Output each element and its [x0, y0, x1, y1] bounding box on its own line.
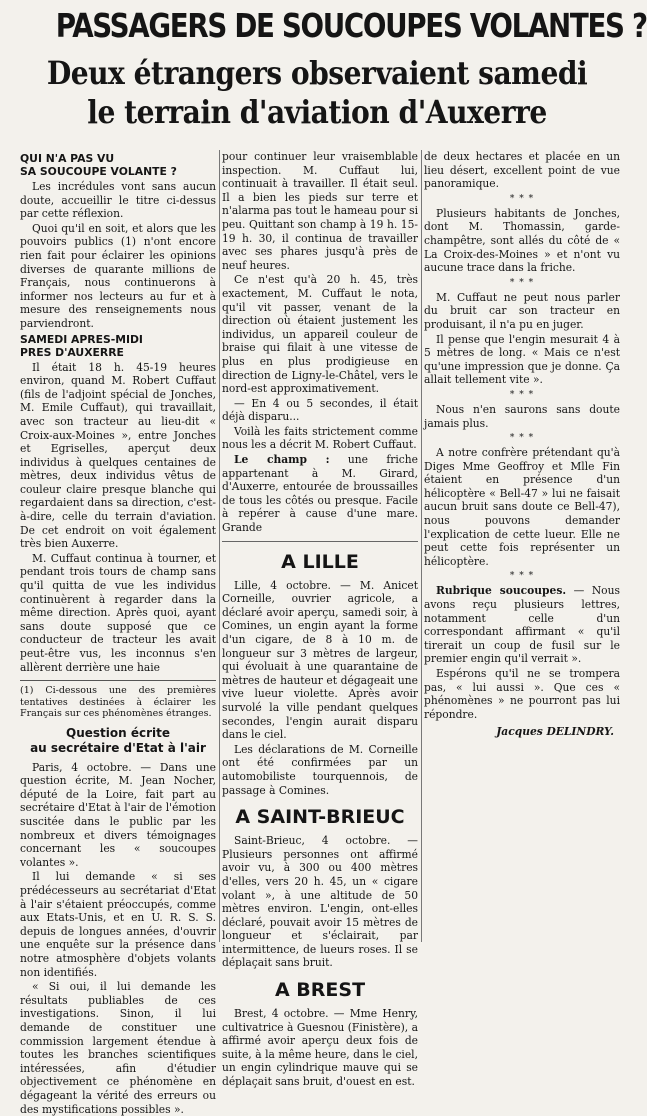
section-heading [20, 152, 216, 178]
paragraph: Il pense que l'engin mesurait 4 à 5 mètres de long. « Mais ce n'est qu'une impression que je donne. Ça allait tellement vite ». [424, 332, 620, 387]
paragraph: Les déclarations de M. Corneille ont été confirmées par un automobiliste tourquennois, de passage à Comines. [222, 742, 418, 797]
paragraph: Saint-Brieuc, 4 octobre. — Plusieurs personnes ont affirmé avoir vu, à 300 ou 400 mètres d'elles, vers 20 h. 45, un « cigare volant », à une altitude de 50 mètres environ. L'engin, ont-elles déclaré, pouvait avoir 15 mètres de longueur et s'éclairait, par intermittence, de lueurs roses. Il se déplaçait sans bruit. [222, 834, 418, 970]
paragraph [424, 584, 620, 666]
paragraph: M. Cuffaut continua à tourner, et pendant trois tours de champ sans qu'il quitta de vue les individus continuèrent à regarder dans la même direction. Après quoi, ayant sans doute supposé que ce conducteur de tracteur les avait peut-être vus, les inconnus s'en allèrent derrière une haie [20, 551, 216, 674]
paragraph: A notre confrère prétendant qu'à Diges Mme Geoffroy et Mlle Fin étaient en présence d'un hélicoptère « Bell-47 » lui ne faisait aucun bruit sans doute ce Bell-47), nous pouvons demander l'explication de cette lueur. Elle ne peut cette fois représenter un hélicoptère. [424, 446, 620, 568]
column-divider [421, 150, 422, 942]
paragraph: « Si oui, il lui demande les résultats publiables de ces investigations. Sinon, il lui demande de constituer une commission largement étendue à toutes les branches scientifiques intéressées, afin d'étudier objectivement ce phénomène en dégageant la vérité des erreurs ou des mystifications possibles ». [20, 980, 216, 1116]
headline: PASSAGERS DE SOUCOUPES VOLANTES ? [55, 6, 647, 45]
city-heading-brest: A BREST [274, 979, 366, 1002]
paragraph: Il était 18 h. 45-19 heures environ, quand M. Robert Cuffaut (fils de l'adjoint spécial de Jonches, M. Emile Cuffaut), qui travaillait, avec son tracteur au lieu-dit « Croix-aux-Moines », entre Jonches et Egriselles, aperçut deux individus à quelques centaines de mètres, deux individus vêtus de couleur claire presque blanche qui regardaient dans sa direction, c'est-à-dire, celle du terrain d'aviation. De cet endroit on voit également très bien Auxerre. [20, 360, 216, 551]
section-heading-line: SA SOUCOUPE VOLANTE ? [20, 165, 177, 178]
paragraph: Quoi qu'il en soit, et alors que les pouvoirs publics (1) n'ont encore rien fait pour éclairer les opinions diverses de quarante millions de Français, nous continuerons à informer nos lecteurs au fur et à mesure des renseignements nous parviendront. [20, 221, 216, 330]
column-1 [20, 150, 216, 1116]
section-heading-line: SAMEDI APRES-MIDI [20, 332, 143, 346]
paragraph-lead: Rubrique soucoupes. [436, 584, 567, 598]
paragraph-lead: Le champ : [234, 453, 330, 467]
paragraph: Paris, 4 octobre. — Dans une question écrite, M. Jean Nocher, député de la Loire, fait part au secrétaire d'Etat à l'air de l'émotion suscitée dans le public par les nombreux et divers témoignages concernant les « soucoupes volantes ». [20, 760, 216, 869]
separator-stars: * * * [509, 277, 535, 288]
section-heading-line: Question écrite [66, 725, 170, 740]
city-heading-saint-brieuc: A SAINT-BRIEUC [235, 806, 405, 829]
separator-stars: * * * [509, 389, 535, 400]
paragraph: Ce n'est qu'à 20 h. 45, très exactement, M. Cuffaut le nota, qu'il vit passer, venant de la direction où étaient justement les individus, un appareil couleur de braise qui filait à une vitesse de plus en plus prodigieuse en direction de Ligny-le-Châtel, vers le nord-est approximativement. [222, 273, 418, 396]
paragraph: Voilà les faits strictement comme nous les a décrit M. Robert Cuffaut. [222, 424, 418, 452]
divider [222, 541, 418, 542]
subheadline-line-1: Deux étrangers observaient samedi [46, 54, 588, 92]
city-heading-lille: A LILLE [281, 550, 359, 573]
subheadline [6, 54, 628, 132]
paragraph: Nous n'en saurons sans doute jamais plus. [424, 402, 620, 430]
section-heading [20, 333, 216, 359]
author-signature: Jacques DELINDRY. [496, 725, 614, 739]
separator-stars: * * * [509, 433, 535, 444]
paragraph: Lille, 4 octobre. — M. Anicet Corneille, ouvrier agricole, a déclaré avoir aperçu, samedi soir, à Comines, un engin ayant la forme d'un cigare, de 8 à 10 m. de longueur sur 3 mètres de largeur, qui évoluait à une quarantaine de mètres de hauteur et dégageait une vive lueur violette. Après avoir survolé la ville pendant quelques secondes, l'engin aurait disparu dans le ciel. [222, 578, 418, 742]
footnote: (1) Ci-dessous une des premières tentatives destinées à éclairer les Français sur ces phénomènes étranges. [20, 680, 216, 720]
section-heading-line: PRES D'AUXERRE [20, 345, 124, 359]
paragraph: M. Cuffaut ne peut nous parler du bruit car son tracteur en produisant, il n'a pu en juger. [424, 290, 620, 331]
column-3 [424, 150, 620, 942]
paragraph: Espérons qu'il ne se trompera pas, « lui aussi ». Que ces « phénomènes » ne pourront pas lui répondre. [424, 667, 620, 721]
paragraph: Plusieurs habitants de Jonches, dont M. Thomassin, garde-champêtre, sont allés du côté de « La Croix-des-Moines » et n'ont vu aucune trace dans la friche. [424, 206, 620, 275]
paragraph: Les incrédules vont sans aucun doute, accueillir le titre ci-dessus par cette réflexion. [20, 180, 216, 221]
paragraph-text: une friche appartenant à M. Girard, d'Auxerre, entourée de broussailles de tous les côtés ou presque. Facile à repérer à cause d'une mare. Grande [222, 453, 419, 535]
paragraph: Il lui demande « si ses prédécesseurs au secrétariat d'Etat à l'air s'étaient préoccupés, comme aux Etats-Unis, et en U. R. S. S. depuis de longues années, d'ouvrir une enquête sur la présence dans notre atmosphère d'objets volants non identifiés. [20, 870, 216, 979]
paragraph-text: — Nous avons reçu plusieurs lettres, notamment celle d'un correspondant affirmant « qu'il tirerait un coup de fusil sur le premier engin qu'il verrait ». [424, 584, 620, 666]
separator-stars: * * * [509, 571, 535, 582]
section-heading [20, 726, 216, 756]
separator-stars: * * * [509, 193, 535, 204]
section-heading-line: au secrétaire d'Etat à l'air [30, 740, 206, 755]
subheadline-line-2: le terrain d'aviation d'Auxerre [87, 93, 547, 131]
column-divider [219, 150, 220, 942]
paragraph: Brest, 4 octobre. — Mme Henry, cultivatrice à Guesnou (Finistère), a affirmé avoir aperçu deux fois de suite, à la même heure, dans le ciel, un engin cylindrique mauve qui se déplaçait sans bruit, d'ouest en est. [222, 1007, 418, 1089]
column-2 [222, 150, 419, 1089]
paragraph: pour continuer leur vraisemblable inspection. M. Cuffaut lui, continuait à travailler. Il était seul. Il a bien les pieds sur terre et n'alarma pas tout le hameau pour si peu. Quittant son champ à 19 h. 15-19 h. 30, il continua de travailler avec ses phares jusqu'à près de neuf heures. [222, 150, 418, 272]
paragraph: — En 4 ou 5 secondes, il était déjà disparu... [222, 396, 418, 424]
section-heading-line: QUI N'A PAS VU [20, 152, 115, 165]
paragraph [222, 453, 418, 535]
paragraph: de deux hectares et placée en un lieu désert, excellent point de vue panoramique. [424, 150, 620, 191]
